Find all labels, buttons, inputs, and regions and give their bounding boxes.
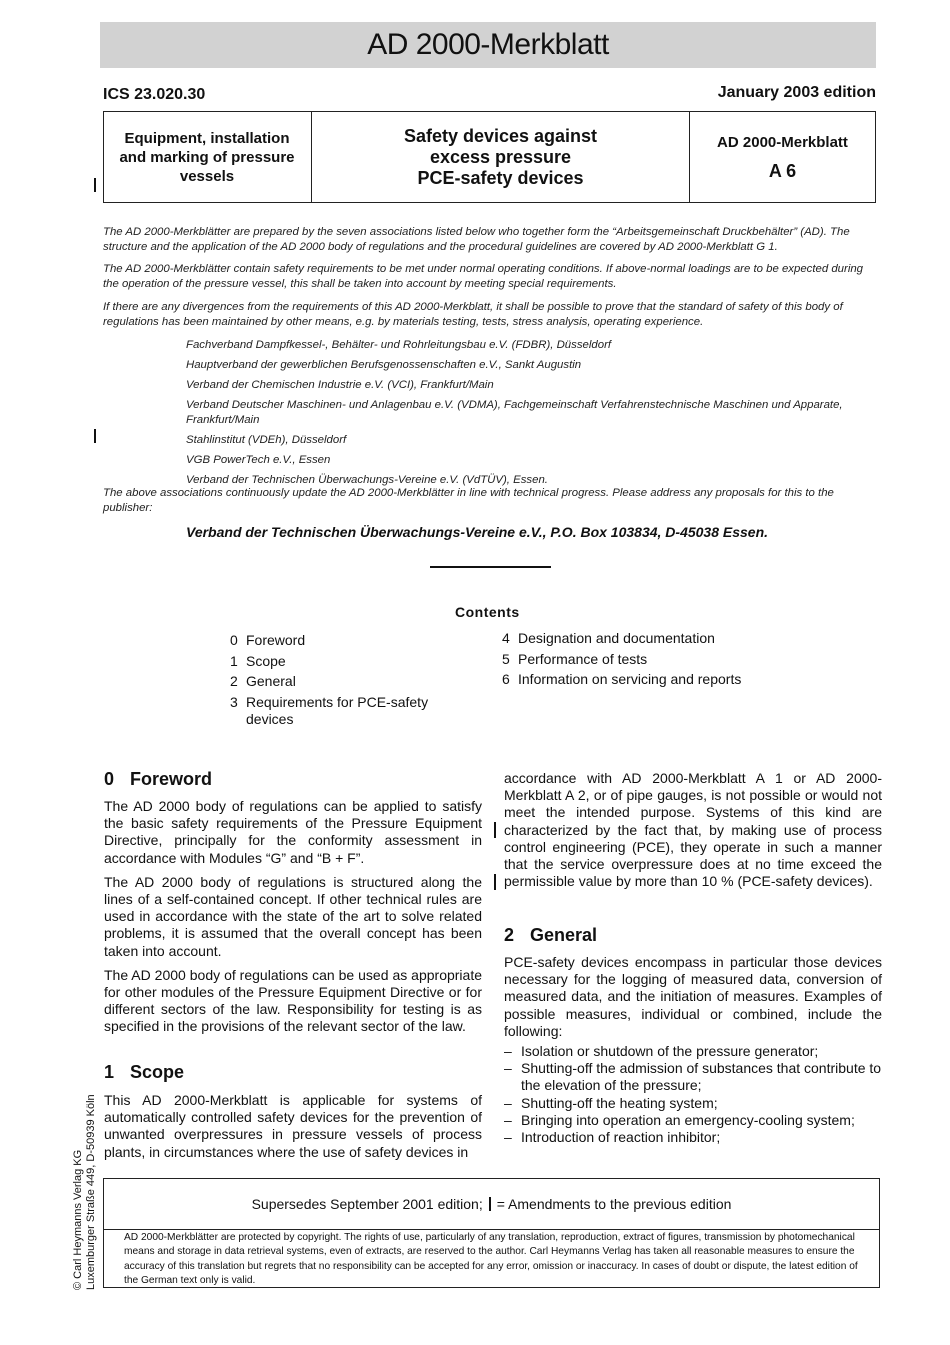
ics-code: ICS 23.020.30 (103, 86, 206, 103)
publisher-imprint (72, 1094, 98, 1290)
subject-line: and marking of pressure (119, 148, 295, 166)
edition-date: January 2003 edition (717, 84, 876, 101)
divider (430, 566, 551, 568)
toc-number: 5 (502, 650, 510, 667)
association-item: VGB PowerTech e.V., Essen (186, 454, 331, 466)
paragraph: The AD 2000 body of regulations can be applied to satisfy the basic safety requirements of the Pressure Equipment Directive, principally for the conformity assessment in accordance with Modules “G” and “B + F”. (104, 798, 482, 866)
toc-number: 2 (230, 673, 238, 689)
toc-item[interactable] (230, 694, 460, 728)
document-title-cell (311, 112, 690, 202)
subject-line: Equipment, installation (124, 129, 290, 147)
section-heading-general (504, 925, 597, 946)
merkblatt-label: AD 2000-Merkblatt (717, 134, 848, 151)
change-bar (494, 874, 496, 890)
title-line: excess pressure (429, 146, 572, 167)
scope-text-continued (504, 770, 882, 897)
toc-number: 6 (502, 671, 510, 687)
paragraph: The AD 2000 body of regulations can be used as appropriate for other modules of the Pressure Equipment Directive or for different sectors of the law. Responsibility for testing is as specified in the provisions of the relevant sector of the law. (104, 966, 482, 1035)
paragraph: This AD 2000-Merkblatt is applicable for systems of automatically controlled safety devices for the prevention of unwanted overpressures in pressure vessels of process plants, in circumstances where the use of safety devices in (104, 1092, 482, 1160)
section-title: Scope (130, 1062, 185, 1082)
toc-number: 1 (230, 652, 238, 669)
subject-cell (104, 112, 310, 202)
change-bar (94, 429, 96, 443)
list-item (504, 1112, 882, 1129)
copyright-notice: AD 2000-Merkblätter are protected by copyright. The rights of use, particularly of any translation, reproduction, extract of figures, transmission by photomechanical means and storage in data retrieval systems, even of extracts, are reserved to the author. Carl Heymanns Verlag has taken all reasonable measures to ensure the accuracy of this translation but regrets that no responsibility can be accepted for any error, omission or inaccuracy. In cases of doubt or dispute, the latest edition of the German text only is valid. (124, 1232, 858, 1286)
scope-text (104, 1092, 482, 1168)
change-bar (94, 178, 96, 192)
toc-item[interactable] (230, 651, 460, 672)
toc-item[interactable] (230, 671, 460, 692)
toc-number: 3 (230, 693, 238, 710)
association-list (186, 338, 876, 493)
toc-label: General (246, 673, 296, 689)
list-item (504, 1095, 882, 1112)
section-heading-foreword (104, 769, 212, 790)
list-item-text: Isolation or shutdown of the pressure generator; (521, 1043, 819, 1060)
toc-item[interactable] (502, 669, 802, 690)
subject-line: vessels (179, 167, 235, 185)
merkblatt-number: A 6 (768, 161, 797, 181)
section-heading-scope (104, 1062, 184, 1083)
section-number: 0 (104, 769, 115, 789)
association-item: Fachverband Dampfkessel-, Behälter- und Rohrleitungsbau e.V. (FDBR), Düsseldorf (186, 339, 612, 351)
toc-number: 4 (502, 630, 510, 646)
intro-paragraph: The AD 2000-Merkblätter contain safety requirements to be met under normal operating conditions. If above-normal loadings are to be expected during the operation of the pressure vessel, this shall be taken into account by meeting special requirements. (103, 263, 864, 290)
toc-number: 0 (230, 632, 238, 648)
toc-label: Performance of tests (518, 650, 648, 667)
toc-label: Information on servicing and reports (518, 671, 742, 687)
intro-paragraph: If there are any divergences from the requirements of this AD 2000-Merkblatt, it shall be possible to prove that the standard of safety of this body of regulations has been maintained by other means, e.g. by materials testing, tests, stress analysis, operating experience. (103, 301, 843, 328)
list-item (504, 1043, 882, 1060)
document-banner: AD 2000-Merkblatt (100, 22, 876, 68)
toc-label: Foreword (246, 632, 306, 648)
dash-bullet: – (504, 1043, 512, 1060)
list-item-text: Shutting-off the heating system; (521, 1094, 718, 1111)
list-item (504, 1129, 882, 1146)
dash-bullet: – (504, 1094, 512, 1111)
dash-bullet: – (504, 1111, 512, 1128)
contents-list-left (230, 630, 460, 728)
paragraph: accordance with AD 2000-Merkblatt A 1 or AD 2000-Merkblatt A 2, or of pipe gauges, is not possible or would not meet the intended purpose. Systems of this kind are characterized by the fact that, by making use of process control engineering (PCE), they operate in such a manner that the service overpressure does at no time exceed the permissible value by more than 10 % (PCE-safety devices). (504, 770, 882, 890)
association-item: Stahlinstitut (VDEh), Düsseldorf (186, 434, 347, 446)
change-bar-legend-icon (489, 1197, 491, 1211)
imprint-line: Luxemburger Straße 449, D-50939 Köln (85, 1094, 97, 1290)
section-number: 2 (504, 925, 515, 945)
general-text (504, 954, 882, 1146)
change-bar (494, 822, 496, 838)
paragraph: The AD 2000 body of regulations is structured along the lines of a self-contained concept. If other technical rules are used in accordance with the state of the art to solve related problems, it is assumed that the overall concept has been taken into account. (104, 873, 482, 959)
publisher-address: Verband der Technischen Überwachungs-Vereine e.V., P.O. Box 103834, D-45038 Essen. (186, 524, 769, 540)
title-box (103, 111, 876, 203)
imprint-line: © Carl Heymanns Verlag KG (72, 1149, 84, 1290)
document-id-cell (689, 112, 876, 202)
section-number: 1 (104, 1062, 115, 1082)
contents-list-right (502, 628, 802, 690)
paragraph: PCE-safety devices encompass in particular those devices necessary for the logging of measured data, conversion of measured data, and the initiation of measures. Examples of possible measures, individual or combined, include the following: (504, 954, 882, 1039)
association-item: Hauptverband der gewerblichen Berufsgenossenschaften e.V., Sankt Augustin (186, 359, 582, 371)
intro-paragraph: The above associations continuously update the AD 2000-Merkblätter in line with technical progress. Please address any proposals for this to the publisher: (103, 487, 834, 514)
section-title: General (530, 925, 598, 945)
association-item: Verband Deutscher Maschinen- und Anlagenbau e.V. (VDMA), Fachgemeinschaft Verfahrenstechnische Maschinen und Apparate, Frankfurt/Main (186, 399, 843, 426)
list-item-text: Introduction of reaction inhibitor; (521, 1129, 721, 1146)
title-line: PCE-safety devices (417, 167, 584, 188)
toc-label: Scope (246, 652, 286, 669)
foreword-text (104, 798, 482, 1043)
footer-box (103, 1178, 880, 1288)
contents-heading: Contents (455, 604, 520, 620)
supersedes-note (104, 1179, 879, 1230)
toc-label: Designation and documentation (518, 630, 715, 646)
section-title: Foreword (130, 769, 213, 789)
title-line: Safety devices against (403, 125, 598, 146)
dash-bullet: – (504, 1060, 512, 1077)
supersedes-text: Supersedes September 2001 edition; (251, 1196, 483, 1212)
toc-item[interactable] (502, 628, 802, 649)
list-item-text: Bringing into operation an emergency-cooling system; (521, 1111, 855, 1128)
list-item-text: Shutting-off the admission of substances that contribute to the elevation of the pressure; (521, 1060, 882, 1094)
amendments-legend: = Amendments to the previous edition (496, 1196, 732, 1212)
toc-label: Requirements for PCE-safety devices (246, 693, 429, 727)
toc-item[interactable] (502, 649, 802, 670)
intro-paragraph: The AD 2000-Merkblätter are prepared by the seven associations listed below who together form the “Arbeitsgemeinschaft Druckbehälter” (AD). The structure and the application of the AD 2000 body of regulations and the procedural guidelines are covered by AD 2000-Merkblatt G 1. (103, 226, 850, 253)
toc-item[interactable] (230, 630, 460, 651)
association-item: Verband der Technischen Überwachungs-Vereine e.V. (VdTÜV), Essen. (186, 474, 548, 486)
list-item (504, 1060, 882, 1094)
association-item: Verband der Chemischen Industrie e.V. (VCI), Frankfurt/Main (186, 379, 494, 391)
dash-bullet: – (504, 1129, 512, 1146)
